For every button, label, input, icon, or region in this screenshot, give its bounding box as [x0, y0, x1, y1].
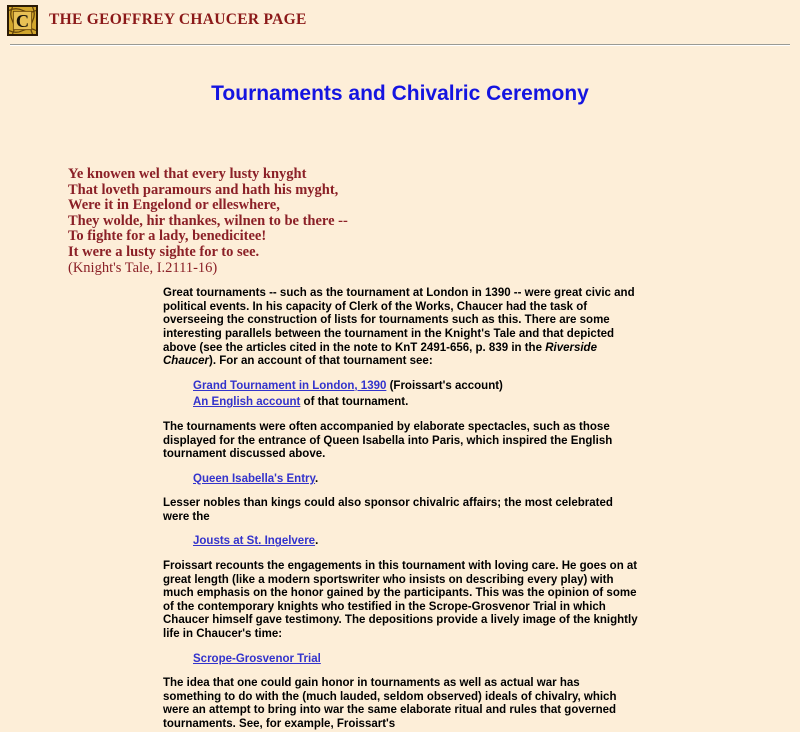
link-jousts-at-st-ingelvere[interactable]: Jousts at St. Ingelvere [193, 535, 316, 548]
link-line [163, 473, 639, 487]
link-line [163, 653, 639, 667]
svg-text:C: C [15, 10, 30, 31]
paragraph-text: Great tournaments -- such as the tournament at London in 1390 -- were great civic and political events. In his capacity of Clerk of the Works, Chaucer had the task of overseeing the construction of lists for tournaments such as this. There are some interesting parallels between the tournament in the Knight's Tale and that depicted above (see the articles cited in the note to KnT 2491-656, p. 839 in the [163, 287, 635, 354]
masthead [0, 0, 800, 36]
verse-line: It were a lusty sighte for to see. [68, 243, 260, 260]
link-trailing-text: of that tournament. [300, 396, 409, 409]
verse-citation: (Knight's Tale, I.2111-16) [68, 259, 218, 276]
link-group-jousts [163, 535, 639, 549]
verse-line: That loveth paramours and hath his myght, [68, 181, 339, 198]
paragraph-text: ). For an account of that tournament see: [209, 355, 433, 368]
header-divider [10, 44, 790, 46]
link-trailing-text: . [315, 472, 319, 485]
link-trailing-text: (Froissart's account) [386, 379, 503, 392]
verse-line: To fighte for a lady, benedicitee! [68, 228, 267, 245]
link-grand-tournament-london-1390[interactable]: Grand Tournament in London, 1390 [193, 379, 387, 392]
paragraph-spectacles: The tournaments were often accompanied by elaborate spectacles, such as those displayed for the entrance of Queen Isabella into Paris, which inspired the English tournament discussed above. [163, 420, 613, 461]
paragraph-lesser-nobles: Lesser nobles than kings could also sponsor chivalric affairs; the most celebrated were the [163, 497, 613, 523]
site-title: THE GEOFFREY CHAUCER PAGE [49, 11, 307, 28]
link-line [163, 380, 639, 394]
link-group-scrope [163, 653, 639, 667]
verse-line: They wolde, hir thankes, wilnen to be there -- [68, 212, 348, 229]
paragraph-tournaments-intro [163, 287, 639, 369]
verse-quotation [68, 167, 800, 276]
riverside-chaucer-title: Riverside Chaucer [163, 341, 597, 368]
main-content [163, 287, 639, 731]
paragraph-froissart: Froissart recounts the engagements in this tournament with loving care. He goes on at great length (like a modern sportswriter who insists on describing every play) with much emphasis on the honor gained by the participants. This was the opinion of some of the contemporary knights who testified in the Scrope-Grosvenor Trial in which Chaucer himself gave testimony. The depositions provide a lively image of the knightly life in Chaucer's time: [163, 560, 638, 641]
link-line [163, 535, 639, 549]
verse-line: Ye knowen wel that every lusty knyght [68, 166, 307, 182]
link-group-isabella [163, 473, 639, 487]
link-queen-isabellas-entry[interactable]: Queen Isabella's Entry [193, 472, 316, 485]
link-scrope-grosvenor-trial[interactable]: Scrope-Grosvenor Trial [193, 652, 321, 665]
verse-line: Were it in Engelond or elleswhere, [68, 197, 280, 214]
link-group-tournament-accounts [163, 380, 639, 410]
link-line [163, 396, 639, 410]
illuminated-initial-c-icon [7, 5, 38, 36]
page-title: Tournaments and Chivalric Ceremony [211, 82, 589, 105]
link-an-english-account[interactable]: An English account [193, 396, 301, 409]
link-trailing-text: . [315, 535, 319, 548]
paragraph-chivalry-ideals: The idea that one could gain honor in tournaments as well as actual war has something to do with the (much lauded, seldom observed) ideals of chivalry, which were an attempt to bring into war the same elaborate ritual and rules that governed tournaments. See, for example, Froissart's [163, 677, 617, 730]
